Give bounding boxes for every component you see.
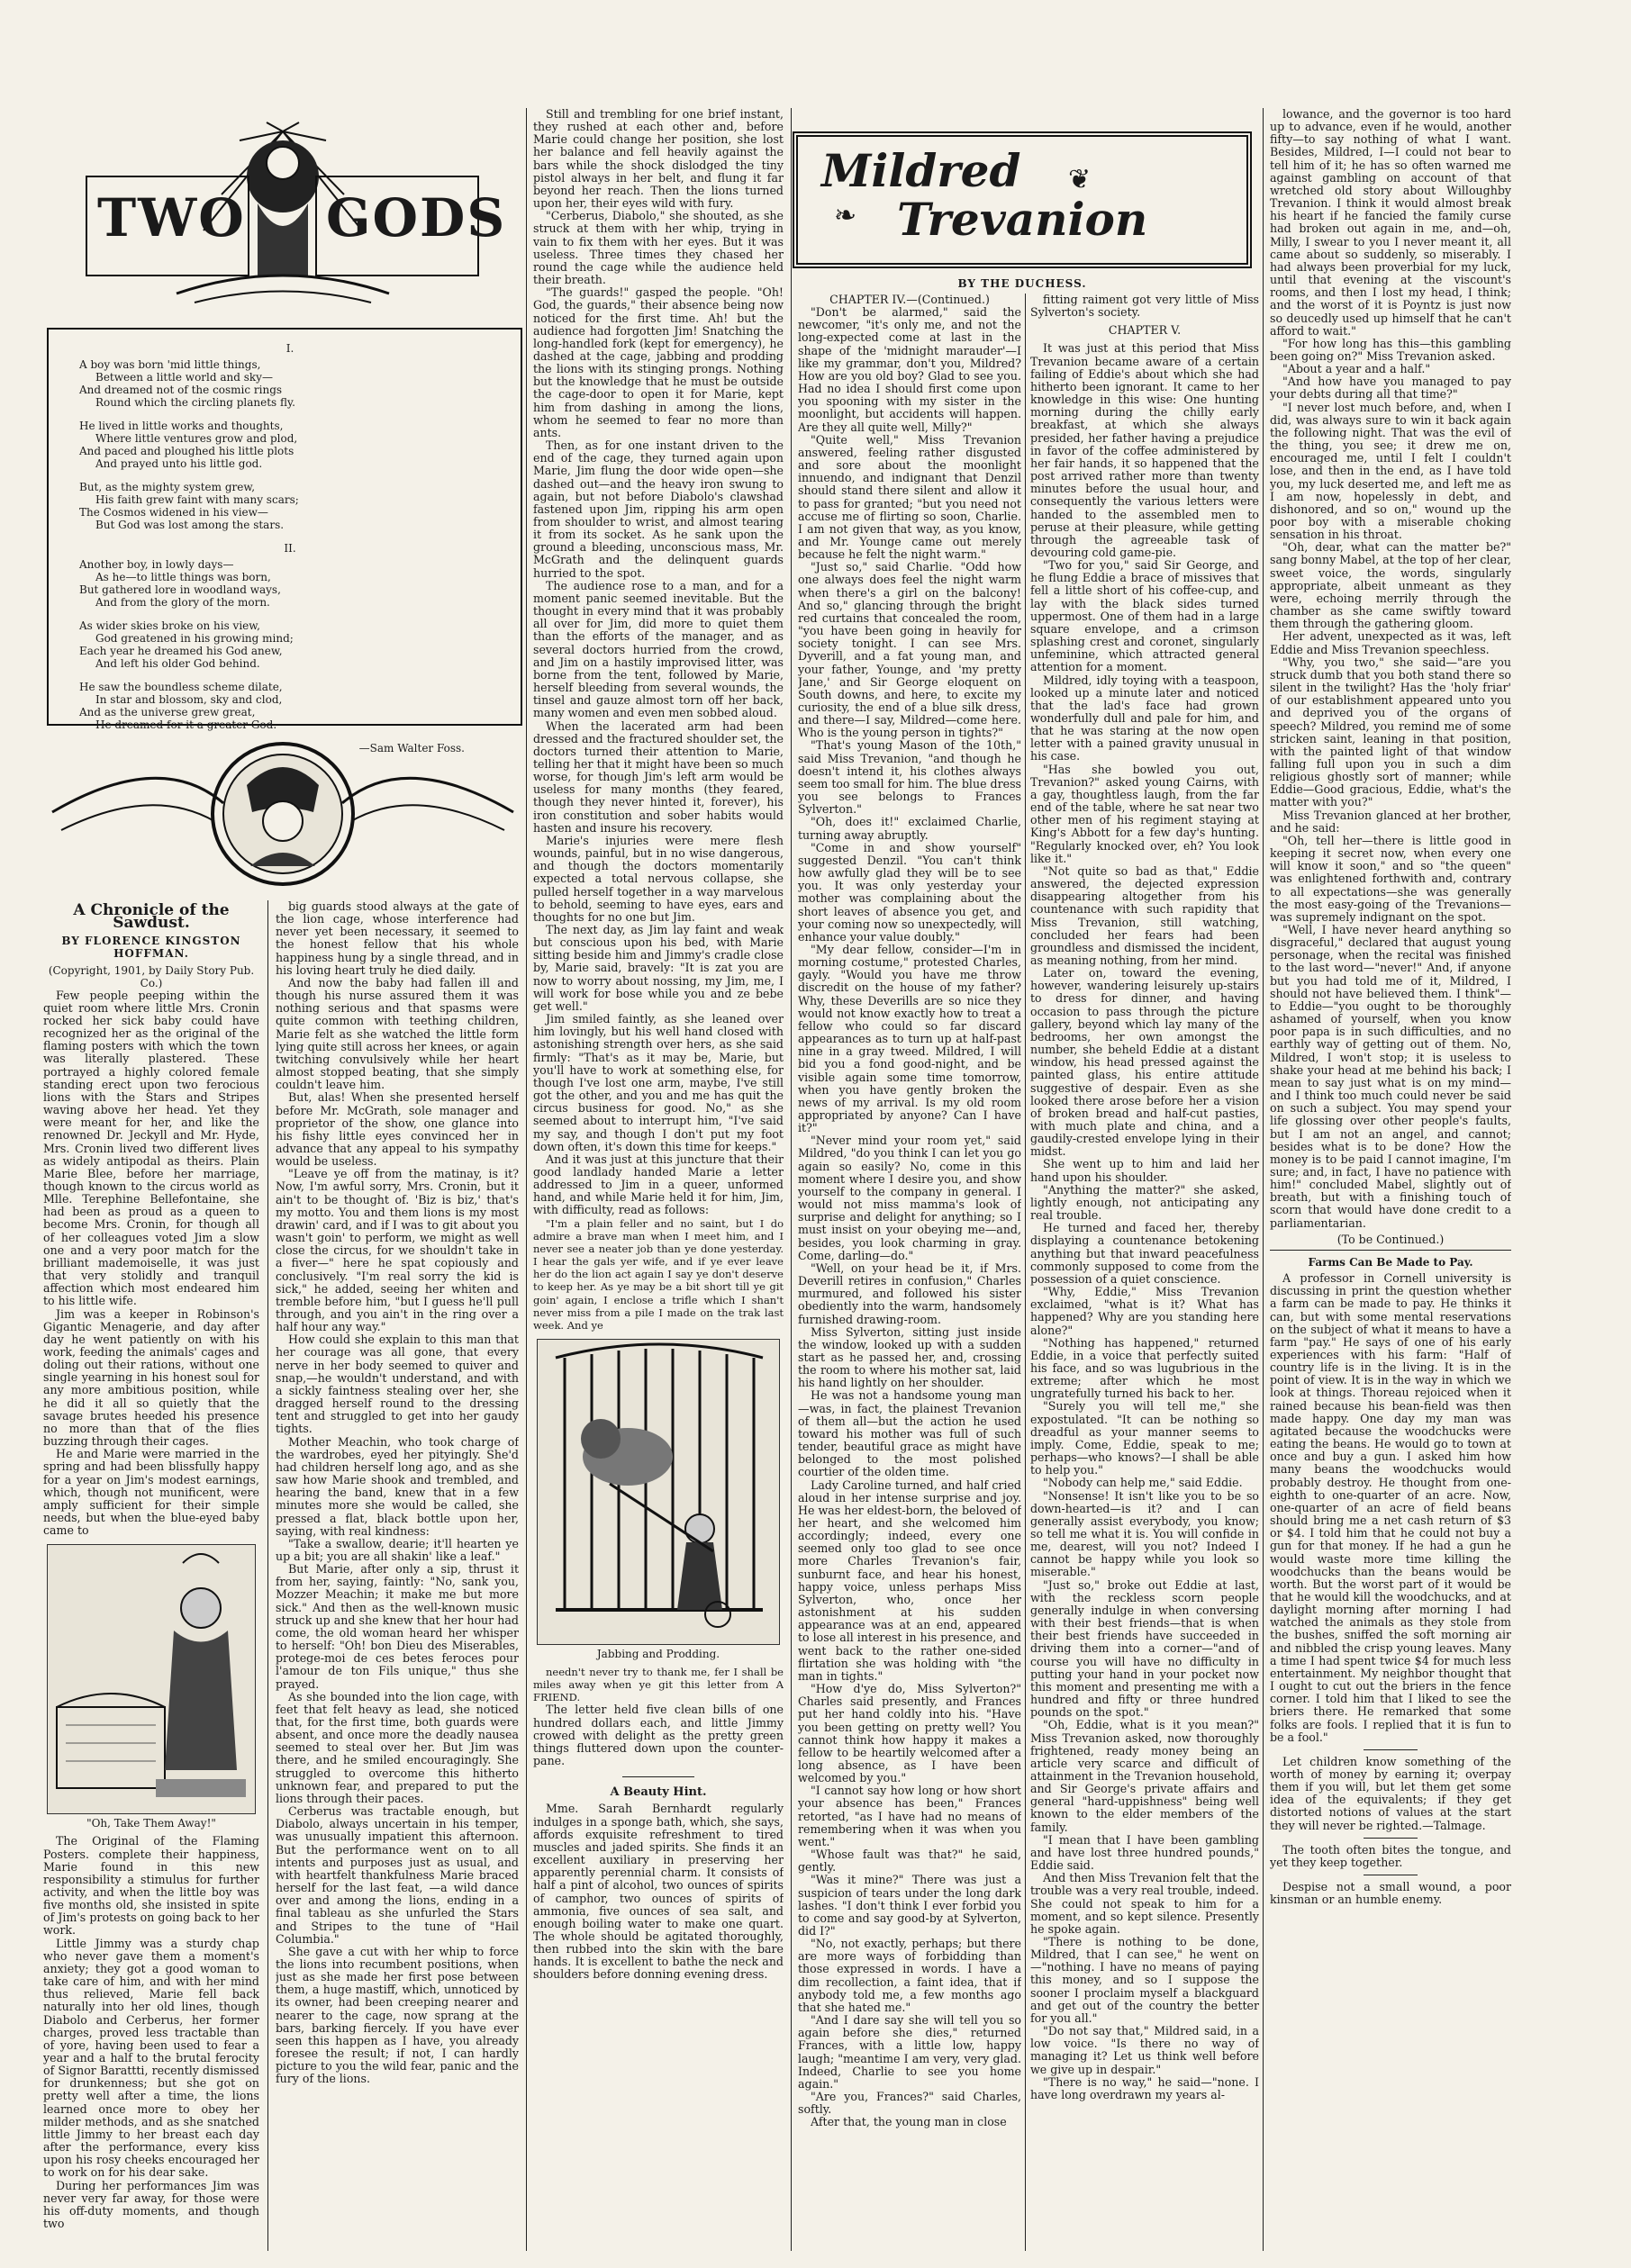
paragraph: "And I dare say she will tell you so again before she dies," returned Frances, with a little low, happy laugh; "meantime I am very, very glad. Indeed, Charlie to see you home again." [798, 2013, 1021, 2091]
poem-body [52, 342, 517, 754]
poem-line: And left his older God behind. [95, 657, 260, 670]
paragraph: big guards stood always at the gate of the lion cage, whose interference had never yet been necessary, it seemed to the honest fellow that his whole happiness hung by a single thread, and in his loving heart truly he died daily. [276, 900, 519, 977]
paragraph: "I cannot say how long or how short your absence has been," Frances retorted, "as I have had no means of remembering when it was when you went." [798, 1784, 1021, 1848]
poem-line: And paced and ploughed his little plots [79, 445, 294, 457]
paragraph: Miss Sylverton, sitting just inside the window, looked up with a sudden start as he passed her, and, crossing the room to where his mother sat, laid his hand lightly on her shoulder. [798, 1324, 1021, 1390]
column-3 [533, 108, 784, 2251]
paragraph: And it was just at this juncture that their good landlady handed Marie a letter addressed to Jim in a queer, unformed hand, and while Marie held it for him, Jim, with difficulty, read as follows: [533, 1152, 784, 1217]
paragraph: But Marie, after only a sip, thrust it from her, saying, faintly: "No, sank you, Mozzer Meachin; it make me but more sick." And then as the well-known music struck up and she knew that her hour had come, the old woman heard her whisper to herself: "Oh! bon Dieu des Miserables, protege-moi de ces betes feroces pour l'amour de ton Fils unique," thus she prayed. [276, 1562, 519, 1691]
farms-title: Farms Can Be Made to Pay. [1308, 1255, 1473, 1269]
poem-line: A boy was born 'mid little things, [79, 358, 261, 371]
paragraph: The Original of the Flaming Posters. complete their happiness, Marie found in this new responsibility a stimulus for further activity, and when the little boy was five months old, she insisted in spite of Jim's protests on going back to her work. [43, 1834, 259, 1938]
paragraph: "I mean that I have been gambling and have lost three hundred pounds," Eddie said. [1030, 1832, 1259, 1873]
paragraph: "How d'ye do, Miss Sylverton?" Charles said presently, and Frances put her hand coldly into his. "Have you been getting on pretty well? You cannot think how happy it makes a fellow to be heartily welcomed after a long absence, as I have been welcomed by you." [798, 1682, 1021, 1785]
paragraph: As she bounded into the lion cage, with feet that felt heavy as lead, she noticed that, for the first time, both guards were absent, and once more the deadly nausea seemed to steal over her. But Jim was there, and he smiled encouragingly. She struggled to overcome this hitherto unknown fear, and prepared to put the lions through their paces. [276, 1689, 519, 1805]
paragraph: "Whose fault was that?" he said, gently. [798, 1848, 1021, 1875]
paragraph: Her advent, unexpected as it was, left Eddie and Miss Trevanion speechless. [1270, 629, 1511, 656]
flourish-icon: ❦ [1068, 164, 1092, 195]
paragraph: And now the baby had fallen ill and though his nurse assured them it was nothing serious and that spasms were quite common with teething children, Marie felt as she watched the little form lying quite still across her knees, or again twitching convulsively while her heart almost stopped beating, that she simply couldn't leave him. [276, 975, 519, 1092]
column-1 [43, 900, 259, 2251]
paragraph: "Well, I have never heard anything so disgraceful," declared that august young personage, when the recital was finished to the last word—"never!" And, if anyone but you had told me of it, Mildred, I should not have believed them. I think"—to Eddie—"you ought to be thoroughly ashamed of yourself, when you know poor papa is in such difficulties, and no earthly way of getting out of them. No, Mildred, I won't stop; it is useless to shake your head at me behind his back; I mean to say just what is on my mind—and I think too much could never be said on such a subject. You may spend your life glossing over other people's faults, but I am not an angel, and cannot; besides what is to be done? How the money is to be paid I cannot imagine, I'm sure; and, in fact, I have no patience with him!" concluded Mabel, slightly out of breath, but with a finishing touch of scorn that would have done credit to a parliamentarian. [1270, 923, 1511, 1230]
mildred-title-line1: Mildred [821, 144, 1021, 197]
column-5 [1030, 294, 1259, 2251]
column-rule [791, 108, 792, 2251]
paragraph: The letter held five clean bills of one hundred dollars each, and little Jimmy crowed with delight as the pretty green things fluttered down upon the counter-pane. [533, 1703, 784, 1768]
paragraph: "Has she bowled you out, Trevanion?" asked young Cairns, with a gay, thoughtless laugh, from the far end of the table, where he sat near two other men of his regiment staying at King's Abbott for a few day's hunting. "Regularly knocked over, eh? You look like it." [1030, 762, 1259, 865]
paragraph: Despise not a small wound, a poor kinsman or an humble enemy. [1270, 1880, 1511, 1907]
paragraph: "Come in and show yourself" suggested Denzil. "You can't think how awfully glad they will be to see you. It was only yesterday your mother was complaining about the short leaves of absence you get, and your coming now so unexpectedly, will enhance your value doubly." [798, 840, 1021, 944]
two-gods-title-right: GODS [326, 187, 507, 248]
poem-part-two: II. [284, 542, 296, 555]
paragraph: When the lacerated arm had been dressed and the fractured shoulder set, the doctors turned their attention to Marie, telling her that it might have been so much worse, for though Jim's left arm would be useless for many months (they feared, though they never hinted it, forever), his iron constitution and sober habits would hasten and insure his recovery. [533, 718, 784, 835]
poem-line: Each year he dreamed his God anew, [79, 645, 283, 657]
paragraph: "Nobody can help me," said Eddie. [1043, 1476, 1243, 1490]
cradle-illustration [48, 1545, 256, 1814]
paragraph: "Oh, Eddie, what is it you mean?" Miss Trevanion asked, now thoroughly frightened, ready money being an article very scarce and difficult of attainment in the Trevanion household, and Sir George's private affairs and general "hard-uppishness" being well known to the elder members of the family. [1030, 1718, 1259, 1834]
poem-line: As he—to little things was born, [95, 571, 271, 583]
paragraph: But, alas! When she presented herself before Mr. McGrath, sole manager and proprietor of the show, one glance into his fishy little eyes convinced her in advance that any appeal to his sympathy would be useless. [276, 1090, 519, 1169]
poem-line: But God was lost among the stars. [95, 519, 285, 531]
paragraph: "Why, Eddie," Miss Trevanion exclaimed, "what is it? What has happened? Why are you standing here alone?" [1030, 1285, 1259, 1337]
poem-line: Another boy, in lowly days— [79, 558, 234, 571]
paragraph: A professor in Cornell university is discussing in print the question whether a farm can be made to pay. He thinks it can, but with some mental reservations on the subject of what it means to have a farm "pay." He says of one of his early experiences with his farm: "Half of country life is in the living. It is in the point of view. It is in the way in which we look at things. Thoreau rejoiced when it rained because his bean-field was then made happy. One day my man was agitated because the woodchucks were eating the beans. He would go to town at once and buy a gun. I asked him how many beans the woodchucks would probably destroy. He thought from one-eighth to one-quarter of an acre. Now, one-quarter of an acre of field beans should bring me a net cash return of $3 or $4. I told him that he could not buy a gun for that money. If he had a gun he would waste more time killing the woodchucks than the beans would be worth. But the worst part of it would be that he would kill the woodchucks, and at daylight morning after morning I had watched the animals as they stole from the bushes, sniffed the soft morning air and nibbled the crisp young leaves. Many a time I had spent twice $4 for much less entertainment. My neighbor thought that I ought to cut out the briers in the fence corner. I told him that I liked to see the briers there. He remarked that some folks are fools. I replied that it is fun to be a fool." [1270, 1271, 1511, 1744]
paragraph: "Oh, dear, what can the matter be?" sang bonny Mabel, at the top of her clear, sweet voice, the words, singularly appropriate, albeit unmeant as they were, echoing merrily through the chamber as she came swiftly toward them through the gathering gloom. [1270, 540, 1511, 631]
column-6 [1270, 108, 1511, 2251]
duchess-byline: BY THE DUCHESS. [957, 277, 1087, 290]
paragraph: "Don't be alarmed," said the newcomer, "it's only me, and not the long-expected come at last in the shape of the 'midnight marauder'—I like my grammar, don't you, Mildred? How are you old boy? Glad to see you. Had no idea I should first come upon you spooning with my sister in the moonlight, but accidents will happen. Are they all quite well, Milly?" [798, 305, 1021, 434]
poem-stanza-6 [79, 681, 501, 731]
poem-line: He lived in little works and thoughts, [79, 420, 284, 432]
poem-line: And dreamed not of the cosmic rings [79, 384, 283, 396]
poem-line: Between a little world and sky— [95, 371, 273, 384]
poem-line: But, as the mighty system grew, [79, 481, 256, 493]
paragraph: Lady Caroline turned, and half cried aloud in her intense surprise and joy. He was her eldest-born, the beloved of her heart, and she welcomed him accordingly; indeed, every one seemed only too glad to see once more Charles Trevanion's fair, sunburnt face, and hear his honest, happy voice, unless perhaps Miss Sylverton, who, once her astonishment at his sudden appearance was at an end, appeared to lose all interest in his presence, and went back to the rather one-sided flirtation she was holding with "the man in tights." [798, 1477, 1021, 1683]
paragraph: "Take a swallow, dearie; it'll hearten ye up a bit; you are all shakin' like a leaf." [276, 1536, 519, 1563]
paragraph: "There is nothing to be done, Mildred, that I can see," he went on—"nothing. I have no means of paying this money, and so I suppose the sooner I proclaim myself a blackguard and get out of the country the better for you all." [1030, 1935, 1259, 2025]
paragraph: The audience rose to a man, and for a moment panic seemed inevitable. But the thought in every mind that it was probably all over for Jim, did more to quiet them than the efforts of the manager, and as several doctors hurried from the crowd, and Jim on a hastily improvised litter, was borne from the tent, followed by Marie, herself bleeding from several wounds, the tinsel and gauze almost torn off her back, many women and even men sobbed aloud. [533, 578, 784, 720]
paragraph: "Was it mine?" There was just a suspicion of tears under the long dark lashes. "I don't think I ever forbid you to come and say good-by at Sylverton, did I?" [798, 1873, 1021, 1938]
poem-line: He saw the boundless scheme dilate, [79, 681, 283, 693]
paragraph: "That's young Mason of the 10th," said Miss Trevanion, "and though he doesn't intend it, his clothes always seem too small for him. The blue dress you see belongs to Frances Sylverton." [798, 738, 1021, 817]
paragraph: "My dear fellow, consider—I'm in morning costume," protested Charles, gayly. "Would you have me throw discredit on the house of my father? Why, these Deverills are so nice they would not know exactly how to treat a fellow who could so far discard appearances as to turn up at half-past nine in a gray tweed. Mildred, I will bid you a fond good-night, and be visible again some time tomorrow, when you have gently broken the news of my arrival. Is my old room appropriated by anyone? Can I have it?" [798, 942, 1021, 1135]
paragraph: "Why, you two," she said—"are you struck dumb that you both stand there so silent in the twilight? Has the 'holy friar' of our establishment appeared unto you and deprived you of the organs of speech? Mildred, you remind me of some stricken saint, leaning in that position, with the painted light of that window falling full upon you in such a dim religious ghostly sort of manner; while Eddie—Good gracious, Eddie, what's the matter with you?" [1270, 655, 1511, 809]
poem-line: Round which the circling planets fly. [95, 396, 295, 409]
paragraph: "Nothing has happened," returned Eddie, in a voice that perfectly suited his face, and so was lugubrious in the extreme; after which he most ungratefully turned his back to her. [1030, 1335, 1259, 1401]
paragraph: Still and trembling for one brief instant, they rushed at each other and, before Marie could change her position, she lost her balance and fell heavily against the bars while the shock dislodged the tiny pistol always in her belt, and flung it far beyond her reach. Then the lions turned upon her, their eyes wild with fury. [533, 108, 784, 211]
paragraph: He turned and faced her, thereby displaying a countenance betokening anything but that inward peacefulness commonly supposed to come from the possession of a quiet conscience. [1030, 1221, 1259, 1286]
paragraph: "Never mind your room yet," said Mildred, "do you think I can let you go again so easily? No, come in this moment where I desire you, and show yourself to the company in general. I would not miss mamma's look of surprise and delight for anything; so I must insist on your obeying me—and, besides, you look charming in gray. Come, darling—do." [798, 1134, 1021, 1262]
to-be-continued: (To be Continued.) [1337, 1232, 1445, 1246]
sawdust-ornament [43, 731, 522, 899]
column-2 [276, 900, 519, 2251]
two-gods-header [59, 113, 505, 322]
chapter-five-heading: CHAPTER V. [1108, 323, 1182, 338]
paragraph: Mother Meachin, who took charge of the wardrobes, eyed her pityingly. She'd had children herself long ago, and as she saw how Marie shook and trembled, and hearing the band, knew that in a few minutes more she would be called, she pressed a flat, black bottle upon her, saying, with real kindness: [276, 1434, 519, 1538]
poem-stanza-1 [79, 358, 501, 409]
illustration-jabbing [537, 1339, 780, 1645]
illustration-take-them-away [47, 1544, 256, 1814]
column-rule [1263, 108, 1264, 2251]
poem-line: Where little ventures grow and plod, [95, 432, 298, 445]
paragraph: "I never lost much before, and, when I did, was always sure to win it back again the following night. That was the evil of the thing, you see; it drew me on, encouraged me, until I felt I couldn't lose, and then in the end, as I have told you, my luck deserted me, and left me as I am now, hopelessly in debt, and dishonored, and so on," wound up the poor boy with a miserable choking sensation in his throat. [1270, 400, 1511, 542]
paragraph: "Just so," said Charlie. "Odd how one always does feel the night warm when there's a girl on the balcony! And so," glancing through the bright red curtains that concealed the room, "you have been going in heavily for society tonight. I can see Mrs. Dyverill, and a fat young man, and your father, Younge, and 'my pretty Jane,' and Sir George eloquent on South downs, and here, to excite my curiosity, the end of a blue silk dress, and there—I say, Mildred—come here. Who is the young person in tights?" [798, 560, 1021, 740]
poem-line: The Cosmos widened in his view— [79, 506, 268, 519]
poem-line: And prayed unto his little god. [95, 457, 263, 470]
paragraph: "Nonsense! It isn't like you to be so down-hearted—is it? and I can generally assist everybody, you know; so tell me what it is. You will confide in me, dearest, will you not? Indeed I cannot be happy while you look so miserable." [1030, 1488, 1259, 1579]
beauty-hint-title: A Beauty Hint. [610, 1785, 707, 1800]
paragraph: During her performances Jim was never very far away, for those were his off-duty moments, and though two [43, 2178, 259, 2231]
paragraph: Jim smiled faintly, as she leaned over him lovingly, but his well hand closed with astonishing strength over hers, as she said firmly: "That's as it may be, Marie, but you'll have to work at something else, for though I've lost one arm, maybe, I've still got the other, and you and me has quit the circus business for good. No," as she seemed about to interrupt him, "I've said my say, and though I don't put my foot down often, it's down this time for keeps." [533, 1012, 784, 1153]
paragraph: "Well, on your head be it, if Mrs. Deverill retires in confusion," Charles murmured, and followed his sister obediently into the warm, handsomely furnished drawing-room. [798, 1261, 1021, 1326]
paragraph: Mildred, idly toying with a teaspoon, looked up a minute later and noticed that the lad's face had grown wonderfully dull and pale for him, and that he was staring at the now open letter with a pained gravity unusual in his case. [1030, 673, 1259, 764]
poem-line: As wider skies broke on his view, [79, 619, 260, 632]
column-4 [798, 294, 1021, 2251]
paragraph: He was not a handsome young man—was, in fact, the plainest Trevanion of them all—but the action he used toward his mother was full of such tender, beautiful grace as might have belonged to the most polished courtier of the olden time. [798, 1388, 1021, 1479]
caption-jabbing: Jabbing and Prodding. [596, 1648, 720, 1660]
sawdust-title: A Chronicle of the Sawdust. [73, 901, 230, 933]
mildred-title-line2: Trevanion [897, 193, 1148, 246]
paragraph: "About a year and a half." [1282, 362, 1431, 376]
sawdust-byline: BY FLORENCE KINGSTON HOFFMAN. [61, 935, 241, 961]
paragraph: "For how long has this—this gambling been going on?" Miss Trevanion asked. [1270, 336, 1511, 363]
section-divider [1364, 1749, 1418, 1750]
paragraph: "Oh, does it!" exclaimed Charlie, turning away abruptly. [798, 815, 1021, 842]
paragraph: Cerberus was tractable enough, but Diabolo, always uncertain in his temper, was unusually impatient this afternoon. But the performance went on to all intents and purposes just as usual, and with heartfelt thankfulness Marie braced herself for the last feat, —a wild dance over and among the lions, ending in a final tableau as she unfurled the Stars and Stripes to the tune of "Hail Columbia." [276, 1804, 519, 1946]
poem-stanza-2 [79, 420, 501, 470]
poem-line: But gathered lore in woodland ways, [79, 583, 281, 596]
paragraph: "I'm a plain feller and no saint, but I do admire a brave man when I meet him, and I never see a neater job than ye done yesterday. I hear the gals yer wife, and if ye ever leave her do the lion act again I say ye don't deserve to keep her. As ye may be a bit short till ye git goin' again, I enclose a trifle which I shan't never miss from a pile I made on the trak last week. And ye [533, 1216, 784, 1332]
sawdust-copyright: (Copyright, 1901, by Daily Story Pub. Co.) [48, 963, 255, 989]
paragraph: "Surely you will tell me," she expostulated. "It can be nothing so dreadful as your manner seems to imply. Come, Eddie, speak to me; perhaps—who knows?—I shall be able to help you." [1030, 1399, 1259, 1477]
paragraph: "Just so," broke out Eddie at last, with the reckless scorn people generally indulge in when conversing with their best friends—that is when their best friends have succeeded in driving them into a corner—"and of course you will have no difficulty in putting your hand in your pocket now this moment and presenting me with a hundred and fifty or three hundred pounds on the spot." [1030, 1577, 1259, 1720]
poem-line: And from the glory of the morn. [95, 596, 270, 609]
paragraph: The tooth often bites the tongue, and yet they keep together. [1270, 1842, 1511, 1869]
column-rule [526, 108, 527, 2251]
paragraph: Let children know something of the worth of money by earning it; overpay them if you will, but let them get some idea of the equivalents; if they get distorted notions of values at the start they will never be righted.—Talmage. [1270, 1754, 1511, 1832]
poem-line: His faith grew faint with many scars; [95, 493, 299, 506]
paragraph: "There is no way," he said—"none. I have long overdrawn my years al- [1030, 2074, 1259, 2101]
paragraph: It was just at this period that Miss Trevanion became aware of a certain failing of Eddie's about which she had hitherto been ignorant. It came to her knowledge in this wise: One hunting morning during the chilly early breakfast, at which she always presided, her father having a prejudice in favor of the coffee administered by her fair hands, it so happened that the post arrived rather more than twenty minutes before the usual hour, and consequently the various letters were handed to the assembled men to peruse at their pleasure, while getting through the agreeable task of devouring cold game-pie. [1030, 341, 1259, 559]
paragraph: "And how have you managed to pay your debts during all that time?" [1270, 375, 1511, 402]
paragraph: needn't never try to thank me, fer I shall be miles away when ye git this letter from A FRIEND. [533, 1666, 784, 1704]
paragraph: Then, as for one instant driven to the end of the cage, they turned again upon Marie, Jim flung the door wide open—she dashed out—and the heavy iron swung to again, but not before Diabolo's clawshad fastened upon Jim, ripping his arm open from shoulder to wrist, and almost tearing it from its socket. As he sank upon the ground a bleeding, unconscious mass, Mr. McGrath and the delinquent guards hurried to the spot. [533, 438, 784, 580]
cage-illustration [538, 1340, 780, 1645]
flourish-icon: ❧ [834, 200, 857, 231]
section-divider [1364, 1838, 1418, 1839]
chapter-four-heading: CHAPTER IV.—(Continued.) [829, 294, 990, 306]
two-gods-title-left: TWO [97, 187, 246, 248]
paragraph: "Leave ye off from the matinay, is it? Now, I'm awful sorry, Mrs. Cronin, but it ain't to be thought of. 'Biz is biz,' that's my motto. You and them lions is my most drawin' card, and if I was to git about you wasn't goin' to perform, we might as well close the circus, for we shouldn't take in a fiver—" here he spat copiously and conclusively. "I'm real sorry the kid is sick," he added, seeing her whiten and tremble before him, "but I guess he'll pull through, and you ain't in the ring over a half hour any way." [276, 1167, 519, 1334]
paragraph: She went up to him and laid her hand upon his shoulder. [1030, 1157, 1259, 1184]
poem-stanza-5 [79, 619, 501, 670]
column-rule [1025, 294, 1026, 2251]
paragraph: Few people peeping within the quiet room where little Mrs. Cronin rocked her sick baby could have recognized her as the original of the flaming posters with which the town was literally plastered. These portrayed a highly colored female standing erect upon two ferocious lions with the Stars and Stripes waving above her head. Yet they were meant for her, and like the renowned Dr. Jeckyll and Mr. Hyde, Mrs. Cronin lived two different lives as widely antipodal as theirs. Plain Marie Blee, before her marriage, though known to the circus world as Mlle. Terephine Bellefontaine, she had been as proud as a queen to become Mrs. Cronin, for though all of her colleagues voted Jim a slow one and a very poor match for the brilliant mademoiselle, it was just that very stolidly and tranquil affection which most endeared him to his little wife. [43, 988, 259, 1308]
paragraph: fitting raiment got very little of Miss Sylverton's society. [1030, 294, 1259, 320]
paragraph: After that, the young man in close [811, 2115, 1007, 2129]
paragraph: "The guards!" gasped the people. "Oh! God, the guards," their absence being now noticed for the first time. Ah! but the audience had forgotten Jim! Snatching the long-handled fork (kept for emergency), he dashed at the cage, jabbing and prodding the lions with its stinging prongs. Nothing but the knowledge that he must be outside the cage-door to open it for Marie, kept him from dashing in among the lions, whom he seemed to fear no more than ants. [533, 285, 784, 439]
poem-line: God greatened in his growing mind; [95, 632, 294, 645]
paragraph: "Are you, Frances?" said Charles, softly. [798, 2090, 1021, 2117]
paragraph: Little Jimmy was a sturdy chap who never gave them a moment's anxiety; they got a good woman to take care of him, and with her mind thus relieved, Marie fell back naturally into her old lines, though Diabolo and Cerberus, her former charges, proved less tractable than of yore, having been used to fear a year and a half to the brutal ferocity of Signor Barattti, recently dismissed for drunkenness; but she got on pretty well after a time, the lions learned once more to obey her milder methods, and as she snatched little Jimmy to her breast each day after the performance, every kiss upon his rosy cheeks encouraged her to work on for his dear sake. [43, 1936, 259, 2180]
poem-stanza-3 [79, 481, 501, 531]
poem-stanza-4 [79, 558, 501, 609]
mildred-header-box [793, 131, 1252, 268]
paragraph: "Two for you," said Sir George, and he flung Eddie a brace of missives that fell a little short of his coffee-cup, and lay with the black sides turned uppermost. One of them had in a large square envelope, and a crimson splashing crest and coronet, singularly unfeminine, which attracted general attention for a moment. [1030, 558, 1259, 674]
paragraph: lowance, and the governor is too hard up to advance, even if he would, another fifty—to say nothing of what I want. Besides, Mildred, I—I could not bear to tell him of it; he has so often warned me against gambling on account of that wretched old story about Willoughby Trevanion. I think it would almost break his heart if he fancied the family curse had broken out again in me, and—oh, Milly, I swear to you I never meant it, all came about so suddenly, so miserably. I had always been proverbial for my luck, until that evening at the viscount's rooms, and then I lost my head, I think; and the worst of it is Poyntz is just now so deucedly used up himself that he can't afford to wait." [1270, 108, 1511, 338]
paragraph: "Do not say that," Mildred said, in a low voice. "Is there no way of managing it? Let us think well before we give up in despair." [1030, 2024, 1259, 2076]
paragraph: He and Marie were married in the spring and had been blissfully happy for a year on Jim's modest earnings, which, though not munificent, were amply sufficient for their simple needs, but when the blue-eyed baby came to [43, 1447, 259, 1538]
sawdust-medallion [43, 731, 522, 899]
paragraph: Jim was a keeper in Robinson's Gigantic Menagerie, and day after day he went patiently on with his work, feeding the animals' cages and doling out their rations, without one single yearning in his honest soul for any more ambitious position, while he did it all so quietly that the savage brutes heeded his presence no more than that of the flies buzzing through their cages. [43, 1306, 259, 1449]
poem-line: And as the universe grew great, [79, 706, 256, 718]
poem-signature: —Sam Walter Foss. [358, 742, 465, 754]
section-divider [1270, 1250, 1511, 1251]
column-rule [267, 900, 268, 2251]
paragraph: Miss Trevanion glanced at her brother, and he said: [1270, 808, 1511, 835]
paragraph: "Quite well," Miss Trevanion answered, feeling rather disgusted and sore about the moonlight innuendo, and indignant that Denzil should stand there silent and allow it to pass for granted; "but you need not accuse me of flirting so soon, Charlie. I am not given that way, as you know, and Mr. Younge came out merely because he felt the night warm." [798, 432, 1021, 562]
paragraph: And then Miss Trevanion felt that the trouble was a very real trouble, indeed. She could not speak to him for a moment, and so kept silence. Presently he spoke again. [1030, 1871, 1259, 1936]
paragraph: "Not quite so bad as that," Eddie answered, the dejected expression disappearing altogether from his countenance with such rapidity that Miss Trevanion, still watching, concluded her fears had been groundless and dismissed the incident, as meaning nothing, from her mind. [1030, 863, 1259, 967]
paragraph: "No, not exactly, perhaps; but there are more ways of forbidding than those expressed in words. I have a dim recollection, a faint idea, that if anybody told me, a few months ago that she hated me." [798, 1937, 1021, 2014]
paragraph: She gave a cut with her whip to force the lions into recumbent positions, when just as she made her first pose between them, a huge mastiff, which, unnoticed by its owner, had been creeping nearer and nearer to the cage, now sprang at the bars, barking fiercely. If you have ever seen this happen as I have, you already foresee the result; if not, I can hardly picture to you the wild fear, panic and the fury of the lions. [276, 1944, 519, 2086]
poem-line: He dreamed for it a greater God. [95, 718, 277, 731]
paragraph: Marie's injuries were mere flesh wounds, painful, but in no wise dangerous, and though the doctors momentarily expected a total nervous collapse, she pulled herself together in a way marvelous to behold, seeming to have eyes, ears and thoughts for no one but Jim. [533, 833, 784, 924]
section-divider [622, 1776, 694, 1777]
caption-take-them-away: "Oh, Take Them Away!" [86, 1817, 216, 1830]
paragraph: "Cerberus, Diabolo," she shouted, as she struck at them with her whip, trying in vain to fix them with her eyes. But it was useless. Three times they chased her round the cage while the audience held their breath. [533, 209, 784, 287]
paragraph: The next day, as Jim lay faint and weak but conscious upon his bed, with Marie sitting beside him and Jimmy's cradle close by, Marie said, bravely: "It is zat you are now to worry about nossing, my Jim, me, I will work for bose while you and ze bebe get well." [533, 923, 784, 1013]
poem-part-one: I. [285, 342, 294, 355]
paragraph: Later on, toward the evening, however, wandering leisurely up-stairs to dress for dinner, and having occasion to pass through the picture gallery, beyond which lay many of the bedrooms, her own amongst the number, she beheld Eddie at a distant window, his head pressed against the painted glass, his entire attitude suggestive of despair. Even as she looked there arose before her a vision of broken bread and half-cut pasties, with much plate and china, and a gaudily-crested envelope lying in their midst. [1030, 966, 1259, 1159]
paragraph: "Anything the matter?" she asked, lightly enough, not anticipating any real trouble. [1030, 1182, 1259, 1223]
poem-line: In star and blossom, sky and clod, [95, 693, 283, 706]
paragraph: Mme. Sarah Bernhardt regularly indulges in a sponge bath, which, she says, affords exquisite refreshment to tired muscles and jaded spirits. She finds it an excellent auxiliary in preserving her apparently perennial charm. It consists of half a pint of alcohol, two ounces of spirits of camphor, two ounces of spirits of ammonia, five ounces of sea salt, and enough boiling water to make one quart. The whole should be agitated thoroughly, then rubbed into the skin with the bare hands. It is excellent to bathe the neck and shoulders before donning evening dress. [533, 1802, 784, 1982]
paragraph: "Oh, tell her—there is little good in keeping it secret now, when every one will know it soon," and so "the queen" was enlightened forthwith and, contrary to all expectations—she was generally the most easy-going of the Trevanions—was supremely indignant on the spot. [1270, 833, 1511, 924]
poem-box [47, 328, 522, 754]
paragraph: How could she explain to this man that her courage was all gone, that every nerve in her body seemed to quiver and snap,—he wouldn't understand, and with a sickly faintness stealing over her, she dragged herself round to the dressing tent and struggled to get into her gaudy tights. [276, 1333, 519, 1436]
newspaper-page [7, 7, 1619, 2258]
